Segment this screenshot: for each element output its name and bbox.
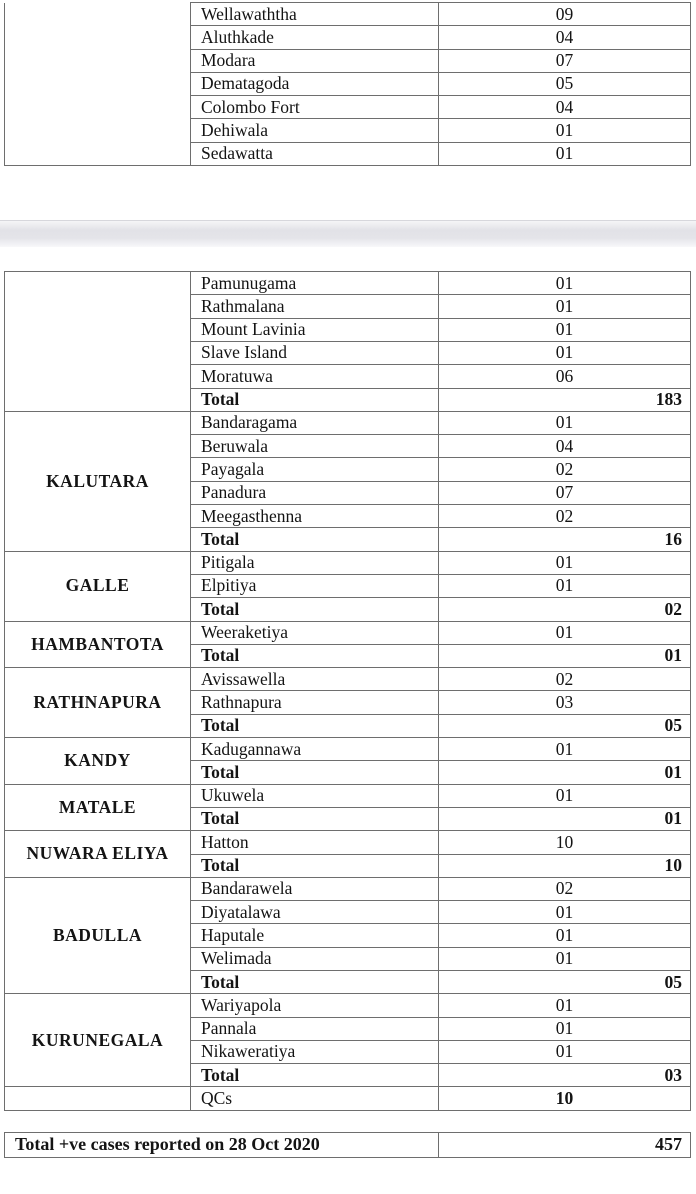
- area-cell: Mount Lavinia: [191, 318, 439, 341]
- area-cell: Aluthkade: [191, 26, 439, 49]
- area-cell: Bandarawela: [191, 877, 439, 900]
- table-row: [5, 784, 691, 807]
- table-row: [5, 551, 691, 574]
- count-cell: 04: [439, 96, 691, 119]
- table-row: [5, 272, 691, 295]
- district-cell: [5, 3, 191, 166]
- area-cell: Rathmalana: [191, 295, 439, 318]
- table-row: [5, 831, 691, 854]
- count-cell: 06: [439, 365, 691, 388]
- area-cell: Colombo Fort: [191, 96, 439, 119]
- district-cell: MATALE: [5, 784, 191, 831]
- area-cell: Beruwala: [191, 435, 439, 458]
- area-cell: Diyatalawa: [191, 901, 439, 924]
- total-value-cell: 01: [439, 761, 691, 784]
- area-cell: Panadura: [191, 481, 439, 504]
- total-label-cell: Total: [191, 970, 439, 993]
- count-cell: 01: [439, 272, 691, 295]
- total-label-cell: Total: [191, 714, 439, 737]
- count-cell: 07: [439, 49, 691, 72]
- district-table-main-body: [5, 272, 691, 1111]
- total-value-cell: 05: [439, 970, 691, 993]
- summary-table: [4, 1132, 691, 1158]
- total-value-cell: 10: [439, 854, 691, 877]
- table-row: [5, 1087, 691, 1110]
- district-table-top: [4, 2, 691, 166]
- count-cell: 01: [439, 924, 691, 947]
- count-cell: 02: [439, 668, 691, 691]
- district-cell: GALLE: [5, 551, 191, 621]
- total-value-cell: 16: [439, 528, 691, 551]
- area-cell: Haputale: [191, 924, 439, 947]
- count-cell: 03: [439, 691, 691, 714]
- area-cell: Dematagoda: [191, 72, 439, 95]
- count-cell: 01: [439, 341, 691, 364]
- count-cell: 01: [439, 295, 691, 318]
- count-cell: 01: [439, 551, 691, 574]
- summary-value-cell: 457: [439, 1132, 691, 1157]
- total-label-cell: Total: [191, 761, 439, 784]
- table-row: [5, 621, 691, 644]
- table-row: [5, 738, 691, 761]
- area-cell: Nikaweratiya: [191, 1040, 439, 1063]
- area-cell: Wariyapola: [191, 994, 439, 1017]
- area-cell: Slave Island: [191, 341, 439, 364]
- count-cell: 10: [439, 831, 691, 854]
- summary-row: [5, 1132, 691, 1157]
- table-row: [5, 411, 691, 434]
- area-cell: Moratuwa: [191, 365, 439, 388]
- district-table-main: [4, 271, 691, 1111]
- area-cell: Pannala: [191, 1017, 439, 1040]
- area-cell: Bandaragama: [191, 411, 439, 434]
- district-cell: NUWARA ELIYA: [5, 831, 191, 878]
- count-cell: 01: [439, 738, 691, 761]
- district-cell: [5, 272, 191, 412]
- count-cell: 02: [439, 877, 691, 900]
- area-cell: Weeraketiya: [191, 621, 439, 644]
- area-cell: Meegasthenna: [191, 505, 439, 528]
- area-cell: Modara: [191, 49, 439, 72]
- count-cell: 01: [439, 901, 691, 924]
- area-cell: Pitigala: [191, 551, 439, 574]
- count-cell: 07: [439, 481, 691, 504]
- district-cell: KANDY: [5, 738, 191, 785]
- count-cell: 01: [439, 574, 691, 597]
- area-cell: Wellawaththa: [191, 3, 439, 26]
- total-value-cell: 05: [439, 714, 691, 737]
- count-cell: 01: [439, 621, 691, 644]
- count-cell: 01: [439, 1017, 691, 1040]
- table-row: [5, 994, 691, 1017]
- count-cell: 09: [439, 3, 691, 26]
- count-cell: 01: [439, 1040, 691, 1063]
- total-label-cell: Total: [191, 854, 439, 877]
- area-cell: Avissawella: [191, 668, 439, 691]
- total-value-cell: 03: [439, 1064, 691, 1087]
- count-cell: 01: [439, 947, 691, 970]
- count-cell: 02: [439, 505, 691, 528]
- area-cell: Pamunugama: [191, 272, 439, 295]
- table-row: [5, 668, 691, 691]
- district-cell: RATHNAPURA: [5, 668, 191, 738]
- total-value-cell: 183: [439, 388, 691, 411]
- count-cell: 10: [439, 1087, 691, 1110]
- count-cell: 01: [439, 119, 691, 142]
- district-cell: KURUNEGALA: [5, 994, 191, 1087]
- total-label-cell: Total: [191, 644, 439, 667]
- district-cell: HAMBANTOTA: [5, 621, 191, 668]
- area-cell: Rathnapura: [191, 691, 439, 714]
- total-label-cell: Total: [191, 1064, 439, 1087]
- count-cell: 01: [439, 318, 691, 341]
- area-cell: Elpitiya: [191, 574, 439, 597]
- summary-label-cell: Total +ve cases reported on 28 Oct 2020: [5, 1132, 439, 1157]
- total-value-cell: 01: [439, 644, 691, 667]
- total-label-cell: Total: [191, 388, 439, 411]
- district-cell: BADULLA: [5, 877, 191, 993]
- area-cell: QCs: [191, 1087, 439, 1110]
- total-label-cell: Total: [191, 807, 439, 830]
- count-cell: 02: [439, 458, 691, 481]
- total-label-cell: Total: [191, 598, 439, 621]
- area-cell: Welimada: [191, 947, 439, 970]
- count-cell: 01: [439, 994, 691, 1017]
- table-row: [5, 3, 691, 26]
- count-cell: 01: [439, 142, 691, 165]
- area-cell: Dehiwala: [191, 119, 439, 142]
- total-value-cell: 01: [439, 807, 691, 830]
- district-cell: [5, 1087, 191, 1110]
- district-cell: KALUTARA: [5, 411, 191, 551]
- count-cell: 01: [439, 411, 691, 434]
- count-cell: 01: [439, 784, 691, 807]
- count-cell: 05: [439, 72, 691, 95]
- page-separator: [0, 220, 696, 247]
- district-table-top-body: [5, 3, 691, 166]
- area-cell: Hatton: [191, 831, 439, 854]
- area-cell: Ukuwela: [191, 784, 439, 807]
- total-label-cell: Total: [191, 528, 439, 551]
- table-row: [5, 877, 691, 900]
- area-cell: Sedawatta: [191, 142, 439, 165]
- area-cell: Payagala: [191, 458, 439, 481]
- total-value-cell: 02: [439, 598, 691, 621]
- count-cell: 04: [439, 435, 691, 458]
- area-cell: Kadugannawa: [191, 738, 439, 761]
- count-cell: 04: [439, 26, 691, 49]
